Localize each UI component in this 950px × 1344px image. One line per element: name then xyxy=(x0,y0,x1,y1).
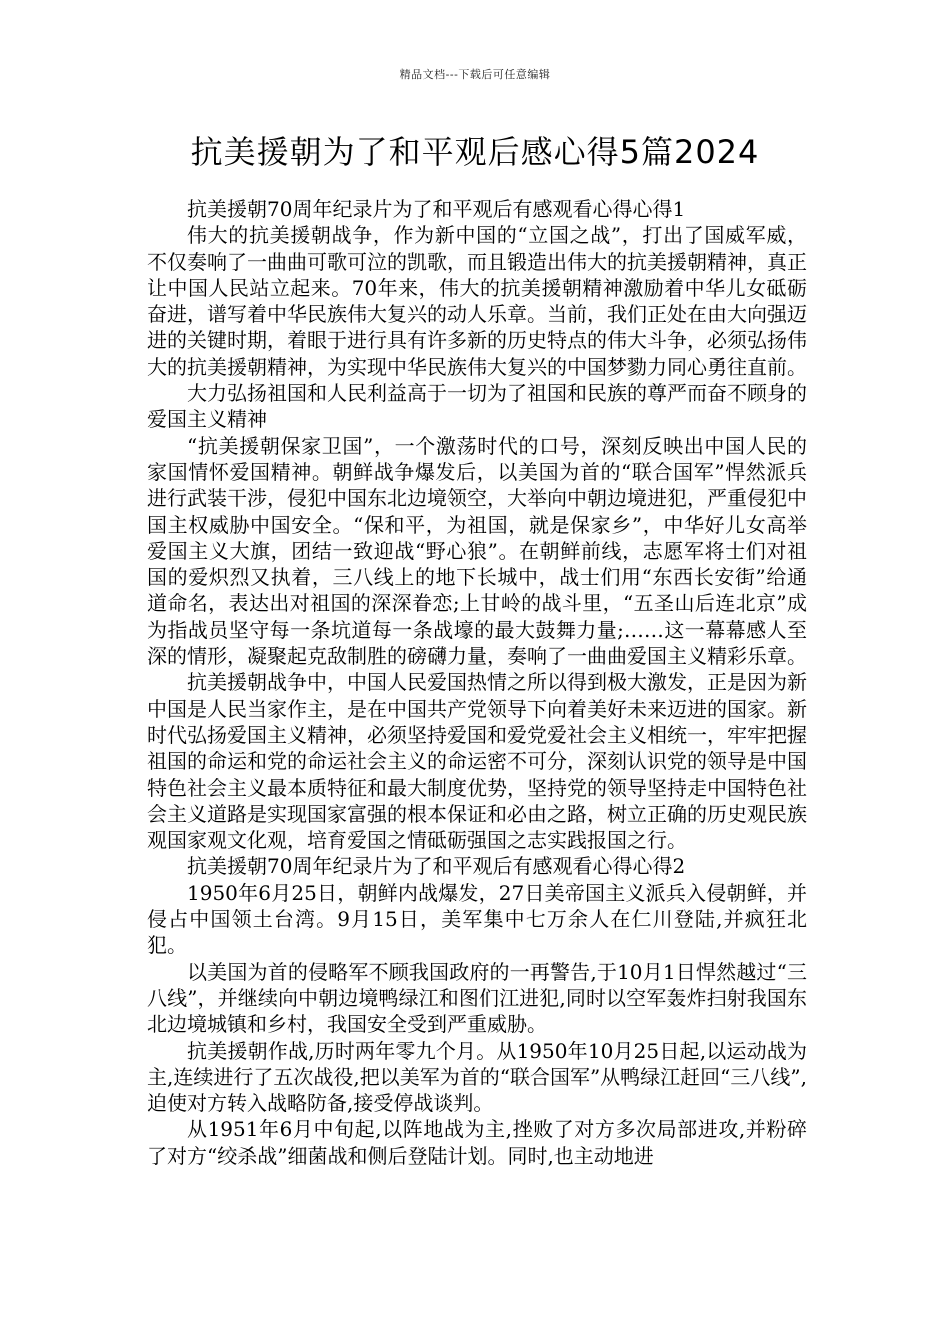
paragraph: “抗美援朝保家卫国”，一个激荡时代的口号，深刻反映出中国人民的家国情怀爱国精神。朝鲜战争爆发后，以美国为首的“联合国军”悍然派兵进行武装干涉，侵犯中国东北边境领空，大举向中朝边境进犯，严重侵犯中国主权威胁中国安全。“保和平，为祖国，就是保家乡”，中华好儿女高举爱国主义大旗，团结一致迎战“野心狼”。在朝鲜前线，志愿军将士们对祖国的爱炽烈又执着，三八线上的地下长城中，战士们用“东西长安街”给通道命名，表达出对祖国的深深眷恋;上甘岭的战斗里，“五圣山后连北京”成为指战员坚守每一条坑道每一条战壕的最大鼓舞力量;……这一幕幕感人至深的情形，凝聚起克敌制胜的磅礴力量，奏响了一曲曲爱国主义精彩乐章。 xyxy=(147,433,807,669)
paragraph: 抗美援朝70周年纪录片为了和平观后有感观看心得心得1 xyxy=(187,197,686,221)
paragraph: 以美国为首的侵略军不顾我国政府的一再警告,于10月1日悍然越过“三八线”，并继续向中朝边境鸭绿江和图们江进犯,同时以空军轰炸扫射我国东北边境城镇和乡村，我国安全受到严重威胁。 xyxy=(147,959,807,1037)
document-title: 抗美援朝为了和平观后感心得5篇2024 xyxy=(190,133,760,171)
header-note: 精品文档---下载后可任意编辑 xyxy=(399,68,551,81)
paragraph: 从1951年6月中旬起,以阵地战为主,挫败了对方多次局部进攻,并粉碎了对方“绞杀战”细菌战和侧后登陆计划。同时,也主动地进 xyxy=(147,1117,807,1168)
paragraph: 1950年6月25日，朝鲜内战爆发，27日美帝国主义派兵入侵朝鲜，并侵占中国领土台湾。9月15日，美军集中七万余人在仁川登陆,并疯狂北犯。 xyxy=(147,880,807,958)
document-body xyxy=(147,196,807,1169)
paragraph: 大力弘扬祖国和人民利益高于一切为了祖国和民族的尊严而奋不顾身的爱国主义精神 xyxy=(147,381,807,432)
paragraph: 抗美援朝70周年纪录片为了和平观后有感观看心得心得2 xyxy=(187,854,686,879)
paragraph: 伟大的抗美援朝战争，作为新中国的“立国之战”，打出了国威军威，不仅奏响了一曲曲可歌可泣的凯歌，而且锻造出伟大的抗美援朝精神，真正让中国人民站立起来。70年来，伟大的抗美援朝精神激励着中华儿女砥砺奋进，谱写着中华民族伟大复兴的动人乐章。当前，我们正处在由大向强迈进的关键时期，着眼于进行具有许多新的历史特点的伟大斗争，必须弘扬伟大的抗美援朝精神，为实现中华民族伟大复兴的中国梦勠力同心勇往直前。 xyxy=(147,223,807,379)
paragraph: 抗美援朝作战,历时两年零九个月。从1950年10月25日起,以运动战为主,连续进行了五次战役,把以美军为首的“联合国军”从鸭绿江赶回“三八线”,迫使对方转入战略防备,接受停战谈判。 xyxy=(147,1038,807,1116)
paragraph: 抗美援朝战争中，中国人民爱国热情之所以得到极大激发，正是因为新中国是人民当家作主，是在中国共产党领导下向着美好未来迈进的国家。新时代弘扬爱国主义精神，必须坚持爱国和爱党爱社会主义相统一，牢牢把握祖国的命运和党的命运社会主义的命运密不可分，深刻认识党的领导是中国特色社会主义最本质特征和最大制度优势，坚持党的领导坚持走中国特色社会主义道路是实现国家富强的根本保证和必由之路，树立正确的历史观民族观国家观文化观，培育爱国之情砥砺强国之志实践报国之行。 xyxy=(147,670,807,853)
